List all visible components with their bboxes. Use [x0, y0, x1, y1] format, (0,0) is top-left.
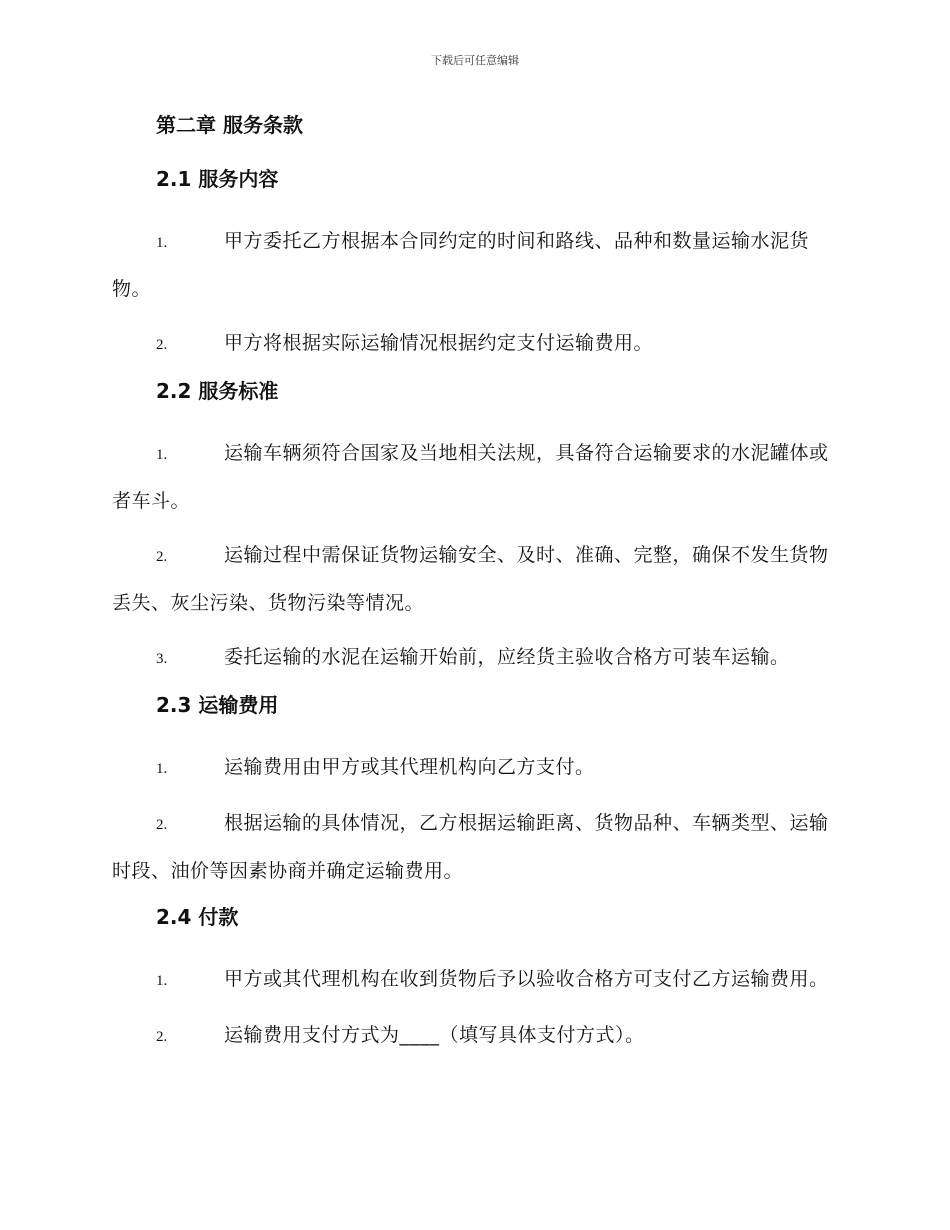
page-header: 下载后可任意编辑 — [431, 54, 519, 67]
clause-text: 运输车辆须符合国家及当地相关法规，具备符合运输要求的水泥罐体或者车斗。 — [112, 442, 829, 512]
clause-number: 1. — [156, 235, 168, 251]
clause-text: 运输过程中需保证货物运输安全、及时、准确、完整，确保不发生货物丢失、灰尘污染、货物污染等情况。 — [112, 544, 829, 614]
clause-2-2-3 — [112, 634, 834, 682]
clause-text: 运输费用支付方式为____（填写具体支付方式）。 — [224, 1024, 645, 1046]
chapter-title: 第二章 服务条款 — [156, 113, 303, 137]
clause-text: 根据运输的具体情况，乙方根据运输距离、货物品种、车辆类型、运输时段、油价等因素协商并确定运输费用。 — [112, 812, 829, 882]
clause-number: 1. — [156, 761, 168, 777]
clause-number: 2. — [156, 1029, 168, 1045]
section-title-2-4: 2.4 付款 — [156, 905, 239, 929]
clause-2-3-2 — [112, 800, 834, 894]
clause-text: 甲方将根据实际运输情况根据约定支付运输费用。 — [224, 332, 654, 354]
clause-number: 2. — [156, 817, 168, 833]
clause-number: 2. — [156, 549, 168, 565]
clause-2-2-2 — [112, 532, 834, 626]
clause-text: 委托运输的水泥在运输开始前，应经货主验收合格方可装车运输。 — [224, 646, 790, 668]
clause-2-4-2 — [112, 1012, 834, 1060]
clause-text: 甲方或其代理机构在收到货物后予以验收合格方可支付乙方运输费用。 — [224, 968, 829, 990]
clause-number: 3. — [156, 651, 168, 667]
document-body — [112, 110, 834, 1068]
section-title-2-3: 2.3 运输费用 — [156, 693, 279, 717]
section-title-2-2: 2.2 服务标准 — [156, 379, 279, 403]
clause-2-2-1 — [112, 430, 834, 524]
clause-text: 甲方委托乙方根据本合同约定的时间和路线、品种和数量运输水泥货物。 — [112, 230, 810, 300]
clause-number: 1. — [156, 447, 168, 463]
clause-2-3-1 — [112, 744, 834, 792]
clause-2-1-1 — [112, 218, 834, 312]
clause-text: 运输费用由甲方或其代理机构向乙方支付。 — [224, 756, 595, 778]
clause-number: 1. — [156, 973, 168, 989]
clause-number: 2. — [156, 337, 168, 353]
section-title-2-1: 2.1 服务内容 — [156, 167, 279, 191]
clause-2-4-1 — [112, 956, 834, 1004]
clause-2-1-2 — [112, 320, 834, 368]
